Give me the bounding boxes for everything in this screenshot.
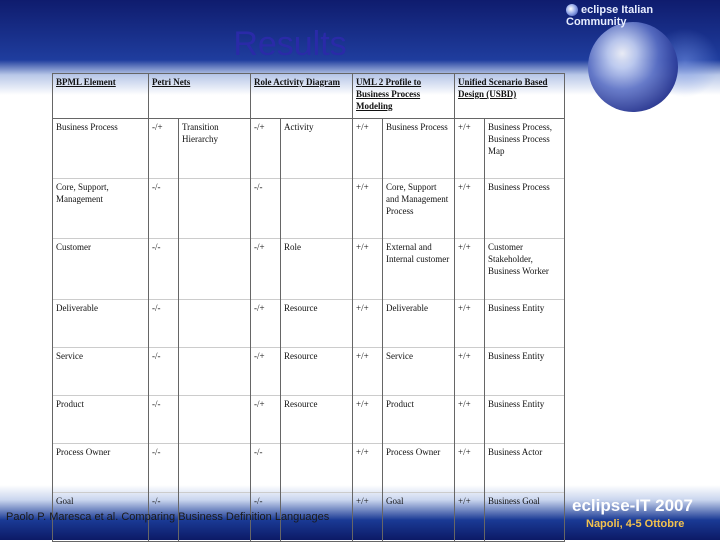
table-cell: Service (53, 348, 149, 396)
slide-title: Results (233, 25, 347, 63)
table-cell: Activity (281, 119, 353, 179)
community-logo (566, 4, 716, 29)
table-cell: -/- (251, 444, 281, 493)
table-cell: -/+ (251, 239, 281, 300)
comparison-table (52, 73, 565, 542)
table-row (53, 396, 565, 444)
table-cell: Goal (383, 493, 455, 542)
table-cell: -/+ (251, 300, 281, 348)
table-cell: Goal (53, 493, 149, 542)
table-cell: +/+ (353, 493, 383, 542)
table-cell: +/+ (455, 239, 485, 300)
table-row (53, 239, 565, 300)
table-cell: Transition Hierarchy (179, 119, 251, 179)
table-cell: Core, Support and Management Process (383, 179, 455, 239)
table-cell (179, 444, 251, 493)
table-cell: +/+ (455, 348, 485, 396)
table-cell: -/- (149, 239, 179, 300)
eclipse-logo-icon (566, 4, 578, 16)
table-cell: +/+ (353, 444, 383, 493)
table-cell: Resource (281, 348, 353, 396)
header-petri: Petri Nets (149, 74, 251, 119)
table-cell: Deliverable (383, 300, 455, 348)
table-cell: +/+ (455, 493, 485, 542)
table-cell: Process Owner (53, 444, 149, 493)
table-cell: Customer Stakeholder, Business Worker (485, 239, 565, 300)
table-cell (179, 348, 251, 396)
table-cell: -/- (149, 396, 179, 444)
header-usbd: Unified Scenario Based Design (USBD) (455, 74, 565, 119)
table-cell: Business Goal (485, 493, 565, 542)
table-cell: +/+ (455, 444, 485, 493)
event-name: eclipse-IT 2007 (572, 496, 693, 515)
table-cell: Business Entity (485, 348, 565, 396)
table-cell: Business Actor (485, 444, 565, 493)
table-row (53, 444, 565, 493)
header-uml: UML 2 Profile to Business Process Modeling (353, 74, 455, 119)
table-cell: +/+ (353, 239, 383, 300)
header-bpml: BPML Element (53, 74, 149, 119)
event-brand (572, 496, 718, 530)
table-cell: +/+ (455, 119, 485, 179)
table-cell: -/+ (251, 348, 281, 396)
table-cell: +/+ (353, 396, 383, 444)
table-body (53, 74, 565, 542)
table-cell: Resource (281, 396, 353, 444)
globe-graphic (588, 22, 678, 112)
community-name: eclipse Italian Community (566, 4, 654, 29)
table-cell (179, 396, 251, 444)
table-cell: Business Entity (485, 396, 565, 444)
table-cell: Product (383, 396, 455, 444)
table-cell (281, 444, 353, 493)
table-row (53, 300, 565, 348)
table-row (53, 179, 565, 239)
table-cell (179, 239, 251, 300)
table-cell: +/+ (353, 179, 383, 239)
table-cell: Role (281, 239, 353, 300)
table-cell: -/- (251, 493, 281, 542)
event-location: Napoli, 4-5 Ottobre (586, 518, 685, 530)
table-header-row (53, 74, 565, 119)
table-cell: +/+ (353, 300, 383, 348)
table-cell: Service (383, 348, 455, 396)
table-cell (281, 179, 353, 239)
table-cell: -/+ (149, 119, 179, 179)
table-cell: -/+ (251, 396, 281, 444)
table-cell: Deliverable (53, 300, 149, 348)
table-cell: -/- (251, 179, 281, 239)
table-row (53, 119, 565, 179)
table-cell: +/+ (353, 348, 383, 396)
table-cell (179, 300, 251, 348)
table-cell: -/- (149, 179, 179, 239)
table-cell: +/+ (353, 119, 383, 179)
table-cell: -/- (149, 493, 179, 542)
table-cell: -/+ (251, 119, 281, 179)
table-cell: -/- (149, 300, 179, 348)
table-cell (179, 179, 251, 239)
table-cell: External and Internal customer (383, 239, 455, 300)
table-cell: +/+ (455, 300, 485, 348)
table-cell: Resource (281, 300, 353, 348)
table-cell: Customer (53, 239, 149, 300)
table-cell: Business Process (485, 179, 565, 239)
table-cell: +/+ (455, 396, 485, 444)
table-cell: Business Process (383, 119, 455, 179)
table-cell: +/+ (455, 179, 485, 239)
table-cell: -/- (149, 348, 179, 396)
footer-citation: Paolo P. Maresca et al. Comparing Business Definition Languages (6, 511, 330, 523)
table-cell: Business Entity (485, 300, 565, 348)
table-cell: Core, Support, Management (53, 179, 149, 239)
table-cell: Business Process (53, 119, 149, 179)
table-cell: Product (53, 396, 149, 444)
table-cell: -/- (149, 444, 179, 493)
table-cell: Process Owner (383, 444, 455, 493)
table-cell: Business Process, Business Process Map (485, 119, 565, 179)
table-row (53, 348, 565, 396)
header-rad: Role Activity Diagram (251, 74, 353, 119)
